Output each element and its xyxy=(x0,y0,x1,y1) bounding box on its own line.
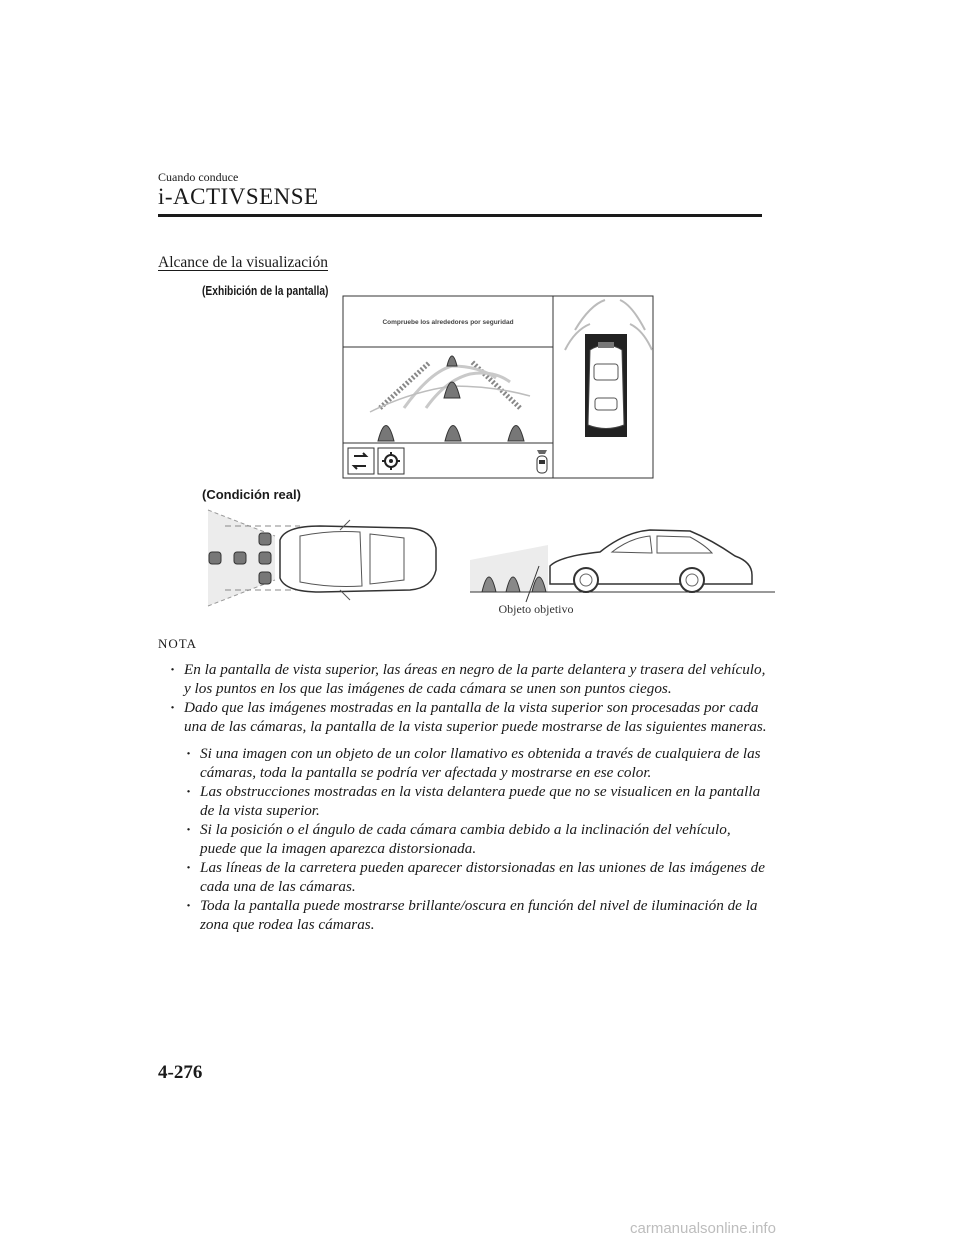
real-condition-topdown xyxy=(208,510,436,606)
subheading: Alcance de la visualización xyxy=(158,254,328,271)
note-subitems-wrapper xyxy=(168,744,768,934)
camera-switch-icon[interactable] xyxy=(348,448,374,474)
note-sublist xyxy=(184,744,768,934)
real-condition-sideview xyxy=(470,530,775,602)
note-item: · En la pantalla de vista superior, las áreas en negro de la parte delantera y trasera del vehículo, y los puntos en los que las imágenes de cada cámara se unen son puntos ciegos. xyxy=(168,660,768,698)
note-subitem: · Toda la pantalla puede mostrarse brillante/oscura en función del nivel de iluminación de la zona que rodea las cámaras. xyxy=(184,896,768,934)
note-subitem: · Si una imagen con un objeto de un color llamativo es obtenida a través de cualquiera de las cámaras, toda la pantalla se podría ver afectada y mostrarse en ese color. xyxy=(184,744,768,782)
settings-gear-icon[interactable] xyxy=(378,448,404,474)
chapter-title: i-ACTIVSENSE xyxy=(158,184,319,209)
watermark: carmanualsonline.info xyxy=(630,1220,776,1237)
note-list xyxy=(168,660,768,934)
target-object-label: Objeto objetivo xyxy=(498,602,574,616)
note-item: · Dado que las imágenes mostradas en la pantalla de la vista superior son procesadas por cada una de las cámaras, la pantalla de la vista superior puede mostrarse de las siguientes maneras. xyxy=(168,698,768,736)
note-subitem: · Si la posición o el ángulo de cada cámara cambia debido a la inclinación del vehículo, puede que la imagen aparezca distorsionada. xyxy=(184,820,768,858)
screen-banner: Compruebe los alrededores por seguridad xyxy=(382,319,514,326)
real-condition-label: (Condición real) xyxy=(202,487,301,502)
note-subitem: · Las líneas de la carretera pueden aparecer distorsionadas en las uniones de las imágenes de cada una de las cámaras. xyxy=(184,858,768,896)
note-subitem: · Las obstrucciones mostradas en la vista delantera puede que no se visualicen en la pantalla de la vista superior. xyxy=(184,782,768,820)
nota-heading: NOTA xyxy=(158,636,198,651)
section-label: Cuando conduce xyxy=(158,170,239,184)
page-number: 4-276 xyxy=(158,1062,203,1083)
display-view-label: (Exhibición de la pantalla) xyxy=(202,284,329,298)
